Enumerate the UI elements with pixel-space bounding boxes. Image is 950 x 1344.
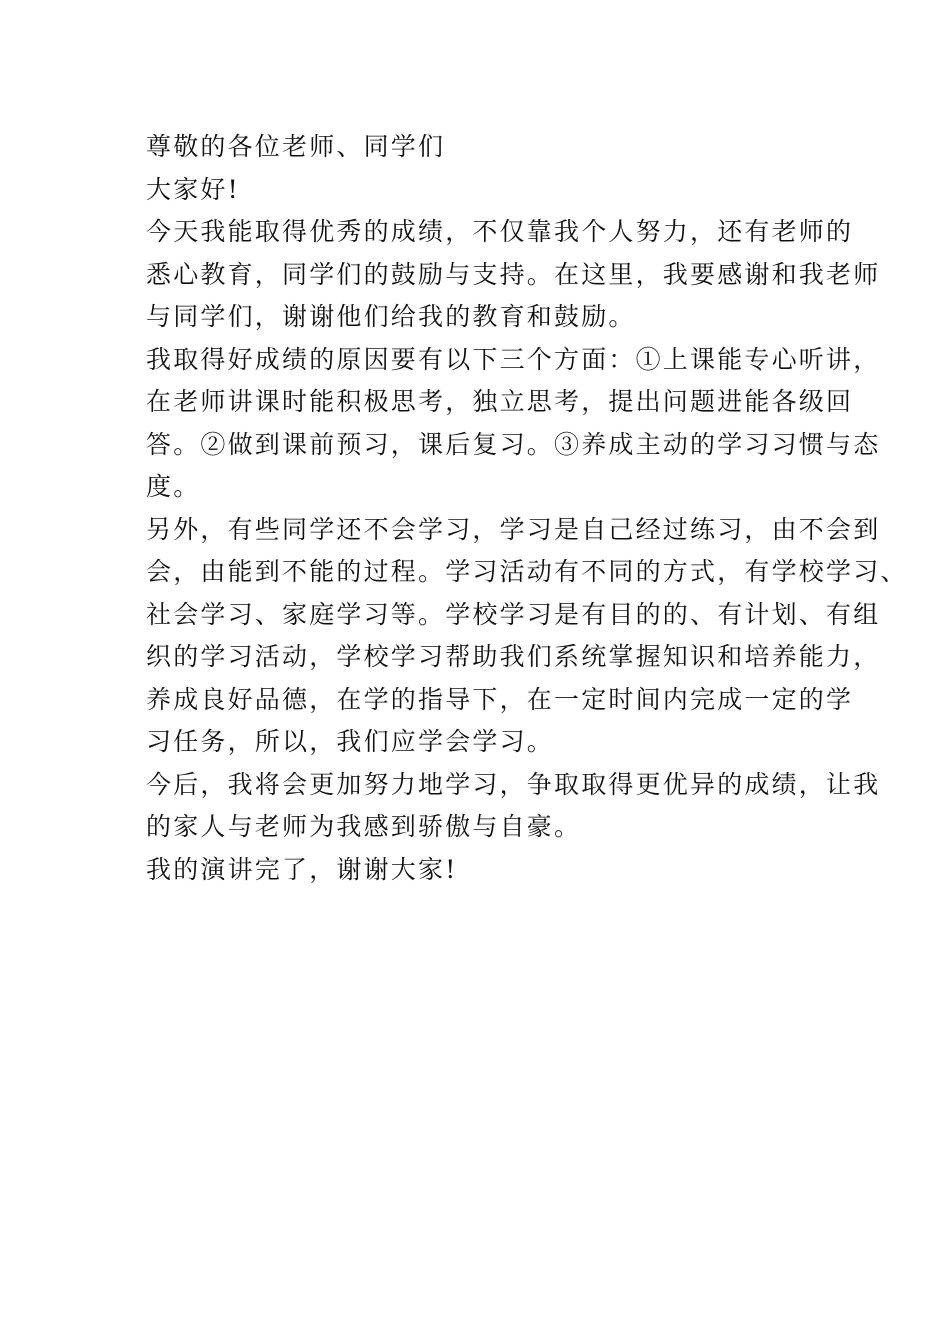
speech-text xyxy=(146,126,908,891)
paragraph-line: 在老师讲课时能积极思考，独立思考，提出问题进能各级回 xyxy=(146,387,854,416)
greeting-line: 尊敬的各位老师、同学们 xyxy=(146,132,446,161)
paragraph-line: 答。②做到课前预习，课后复习。③养成主动的学习习惯与态 xyxy=(146,429,881,459)
paragraph-line: 今后，我将会更加努力地学习，争取取得更优异的成绩，让我 xyxy=(146,769,881,799)
paragraph-line: 社会学习、家庭学习等。学校学习是有目的的、有计划、有组 xyxy=(146,599,881,629)
closing-line: 我的演讲完了，谢谢大家! xyxy=(146,854,458,884)
paragraph-line: 与同学们，谢谢他们给我的教育和鼓励。 xyxy=(146,302,636,331)
paragraph-line: 另外，有些同学还不会学习，学习是自己经过练习，由不会到 xyxy=(146,514,881,544)
paragraph-line: 会，由能到不能的过程。学习活动有不同的方式，有学校学习、 xyxy=(146,557,908,586)
paragraph-line: 我取得好成绩的原因要有以下三个方面：①上课能专心听讲， xyxy=(146,344,881,374)
paragraph-line: 度。 xyxy=(146,472,201,501)
paragraph-line: 习任务，所以，我们应学会学习。 xyxy=(146,727,555,756)
paragraph-line: 的家人与老师为我感到骄傲与自豪。 xyxy=(146,812,582,841)
salutation-line: 大家好! xyxy=(146,174,240,204)
paragraph-line: 今天我能取得优秀的成绩，不仅靠我个人努力，还有老师的 xyxy=(146,217,854,246)
paragraph-line: 养成良好品德，在学的指导下，在一定时间内完成一定的学 xyxy=(146,684,854,714)
paragraph-line: 织的学习活动，学校学习帮助我们系统掌握知识和培养能力， xyxy=(146,642,881,671)
paragraph-line: 悉心教育，同学们的鼓励与支持。在这里，我要感谢和我老师 xyxy=(146,259,881,289)
